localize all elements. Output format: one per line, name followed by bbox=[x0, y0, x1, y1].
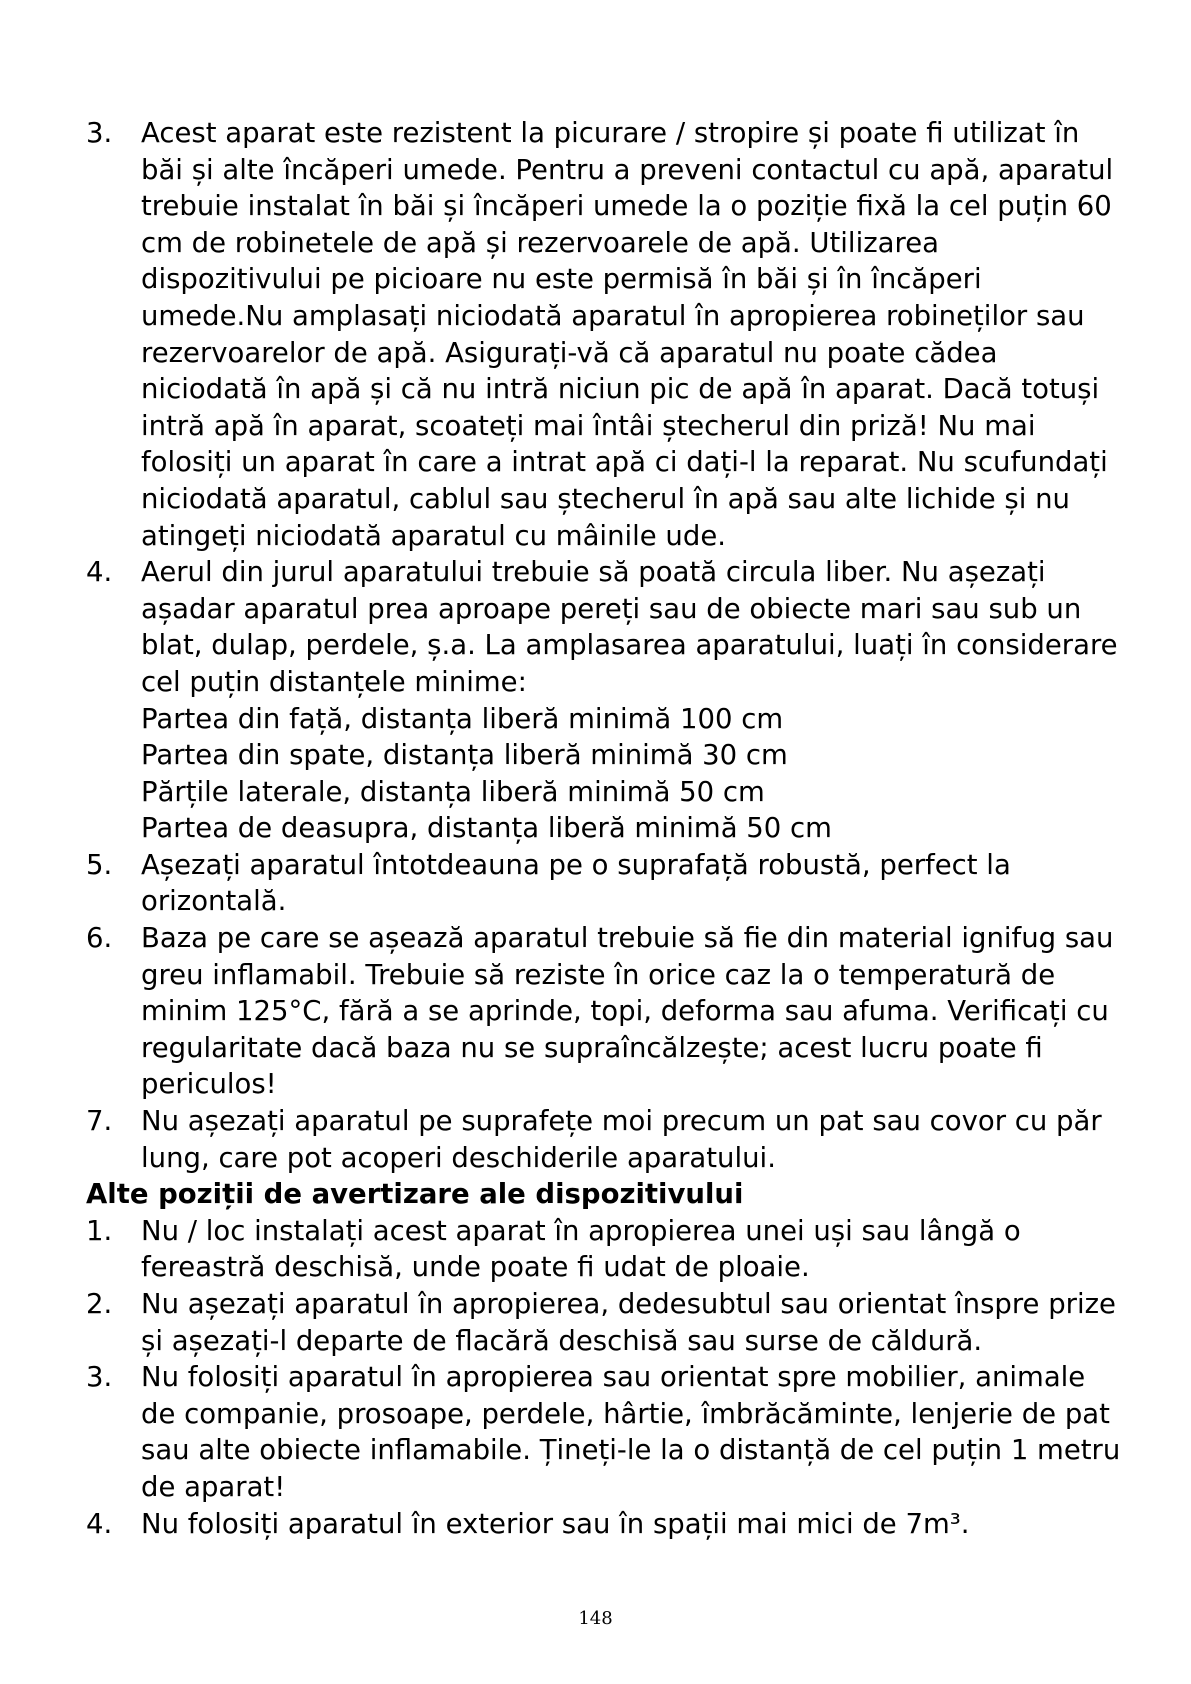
list-item-4 bbox=[86, 554, 1126, 847]
distance-front: Partea din față, distanța liberă minimă 100 cm bbox=[141, 702, 784, 735]
item-number: 1. bbox=[86, 1214, 113, 1247]
distance-back: Partea din spate, distanța liberă minimă 30 cm bbox=[141, 739, 788, 772]
item-text: Așezați aparatul întotdeauna pe o suprafață robustă, perfect la orizontală. bbox=[141, 848, 1011, 918]
list-item-6 bbox=[86, 920, 1126, 1103]
item-number: 2. bbox=[86, 1288, 113, 1320]
section-heading: Alte poziții de avertizare ale dispozitivului bbox=[86, 1178, 744, 1211]
item-text: Acest aparat este rezistent la picurare / stropire și poate fi utilizat în băi și alte încăperi umede. Pentru a preveni contactul cu apă, aparatul trebuie instalat în băi și încăperi umede la o poziție fixă la cel puțin 60 cm de robinetele de apă și rezervoarele de apă. Utilizarea dispozitivului pe picioare nu este permisă în băi și în încăperi umede.Nu amplasați niciodată aparatul în apropierea robineților sau rezervoarelor de apă. Asigurați-vă că aparatul nu poate cădea niciodată în apă și că nu intră niciun pic de apă în aparat. Dacă totuși intră apă în aparat, scoateți mai întâi ștecherul din priză! Nu mai folosiți un aparat în care a intrat apă ci dați-l la reparat. Nu scufundați niciodată aparatul, cablul sau ștecherul în apă sau alte lichide și nu atingeți niciodată aparatul cu mâinile ude. bbox=[141, 117, 1114, 552]
item-number: 5. bbox=[86, 848, 113, 881]
item-number: 4. bbox=[86, 556, 113, 589]
distance-top: Partea de deasupra, distanța liberă minimă 50 cm bbox=[141, 812, 832, 845]
item-number: 4. bbox=[86, 1507, 113, 1540]
item-text: Nu / loc instalați acest aparat în apropierea unei uși sau lângă o fereastră deschisă, unde poate fi udat de ploaie. bbox=[141, 1214, 1021, 1284]
list-item-5 bbox=[86, 847, 1126, 920]
item-body bbox=[141, 554, 1126, 847]
item-number: 3. bbox=[86, 1361, 113, 1394]
document-page bbox=[86, 115, 1126, 1542]
warning-item-2 bbox=[86, 1286, 1126, 1359]
item-number: 6. bbox=[86, 922, 113, 955]
distance-sides: Părțile laterale, distanța liberă minimă 50 cm bbox=[141, 775, 765, 808]
item-number: 3. bbox=[86, 117, 113, 149]
warning-item-3 bbox=[86, 1359, 1126, 1505]
item-number: 7. bbox=[86, 1105, 113, 1138]
warning-item-4 bbox=[86, 1506, 1126, 1543]
list-item-7 bbox=[86, 1103, 1126, 1176]
item-text: Aerul din jurul aparatului trebuie să poată circula liber. Nu așezați așadar aparatul prea aproape pereți sau de obiecte mari sau sub un blat, dulap, perdele, ș.a. La amplasarea aparatului, luați în considerare cel puțin distanțele minime: bbox=[141, 556, 1118, 698]
item-text: Nu așezați aparatul în apropierea, dedesubtul sau orientat înspre prize și așezați-l departe de flacără deschisă sau surse de căldură. bbox=[141, 1288, 1116, 1357]
page-number: 148 bbox=[578, 1608, 613, 1629]
list-item-3 bbox=[86, 115, 1126, 554]
item-text: Nu așezați aparatul pe suprafețe moi precum un pat sau covor cu păr lung, care pot acoperi deschiderile aparatului. bbox=[141, 1105, 1102, 1174]
item-text: Nu folosiți aparatul în exterior sau în spații mai mici de 7m³. bbox=[141, 1507, 970, 1540]
item-text: Nu folosiți aparatul în apropierea sau orientat spre mobilier, animale de companie, prosoape, perdele, hârtie, îmbrăcăminte, lenjerie de pat sau alte obiecte inflamabile. Țineți-le la o distanță de cel puțin 1 metru de aparat! bbox=[141, 1361, 1121, 1503]
warning-item-1 bbox=[86, 1213, 1126, 1286]
item-text: Baza pe care se așează aparatul trebuie să fie din material ignifug sau greu inflamabil. Trebuie să reziste în orice caz la o temperatură de minim 125°C, fără a se aprinde, topi, deforma sau afuma. Verificați cu regularitate dacă baza nu se supraîncălzește; acest lucru poate fi periculos! bbox=[141, 922, 1114, 1101]
